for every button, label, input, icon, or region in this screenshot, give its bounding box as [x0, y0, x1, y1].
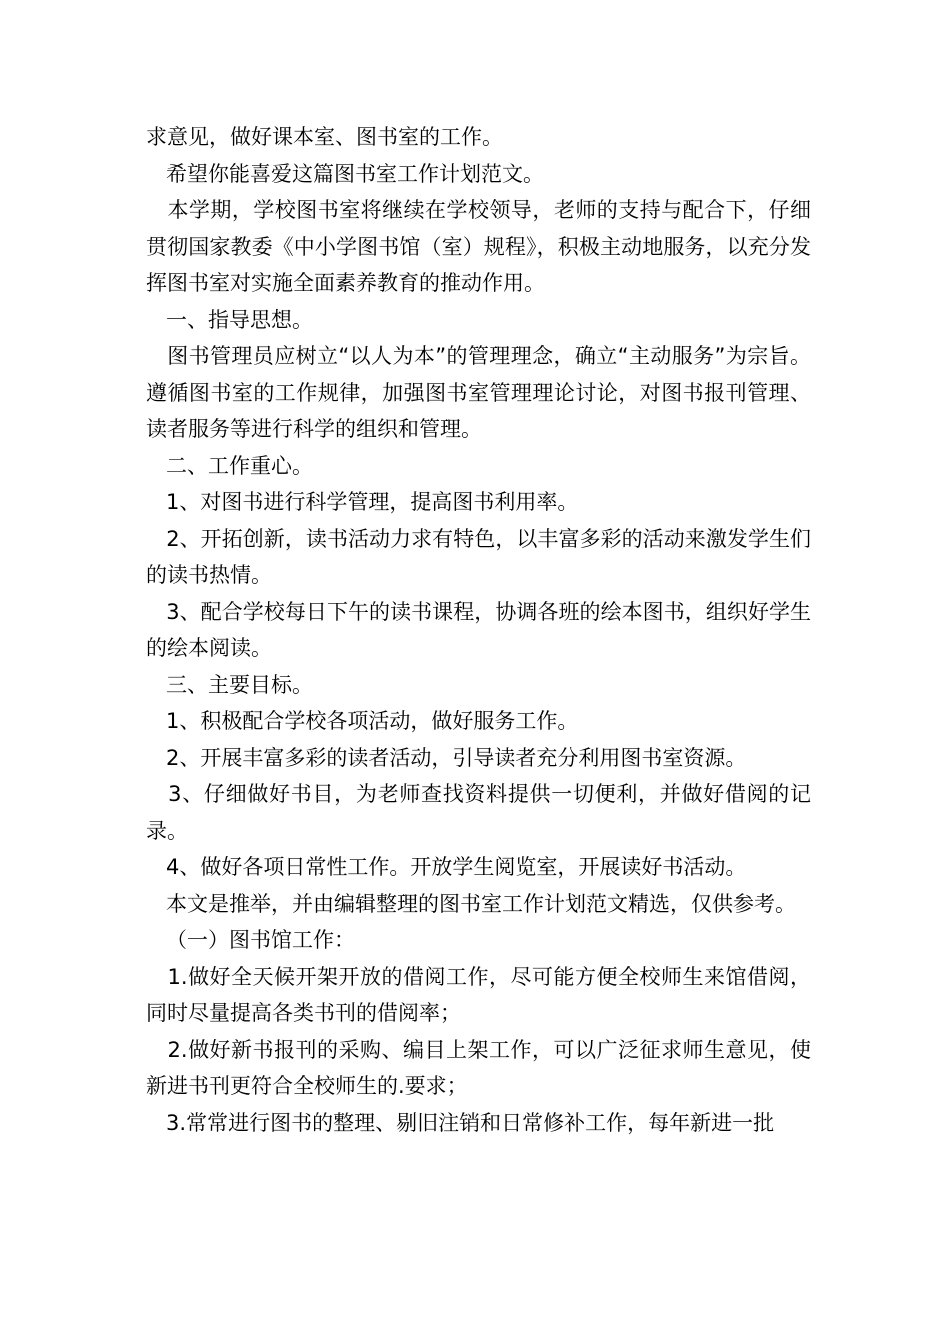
list-item: 1、积极配合学校各项活动，做好服务工作。	[146, 709, 579, 733]
list-item: 2、开展丰富多彩的读者活动，引导读者充分利用图书室资源。	[146, 745, 747, 770]
list-item: 4、做好各项日常性工作。开放学生阅览室，开展读好书活动。	[146, 855, 747, 879]
list-item: 2.做好新书报刊的采购、编目上架工作，可以广泛征求师生意见，使新进书刊更符合全校师生的.要求；	[146, 1037, 811, 1098]
list-item: 3、配合学校每日下午的读书课程，协调各班的绘本图书，组织好学生的绘本阅读。	[146, 599, 812, 660]
list-item: 2、开拓创新，读书活动力求有特色，以丰富多彩的活动来激发学生们的读书热情。	[146, 526, 812, 587]
document-body	[146, 119, 811, 1141]
list-item: 1、对图书进行科学管理，提高图书利用率。	[146, 490, 579, 514]
section-heading: 一、指导思想。	[146, 307, 314, 332]
paragraph: 本学期，学校图书室将继续在学校领导，老师的支持与配合下，仔细贯彻国家教委《中小学图书馆（室）规程》，积极主动地服务，以充分发挥图书室对实施全面素养教育的推动作用。	[146, 198, 812, 295]
paragraph: 求意见，做好课本室、图书室的工作。	[146, 125, 503, 149]
paragraph: 希望你能喜爱这篇图书室工作计划范文。	[146, 161, 545, 186]
section-heading: 二、工作重心。	[146, 453, 314, 478]
list-item: 3.常常进行图书的整理、剔旧注销和日常修补工作，每年新进一批	[146, 1110, 775, 1135]
section-heading: （一）图书馆工作：	[146, 928, 356, 952]
section-heading: 三、主要目标。	[146, 672, 314, 697]
list-item: 3、仔细做好书目，为老师查找资料提供一切便利，并做好借阅的记录。	[146, 782, 812, 843]
paragraph: 图书管理员应树立“以人为本”的管理理念，确立“主动服务”为宗旨。遵循图书室的工作规律，加强图书室管理理论讨论，对图书报刊管理、读者服务等进行科学的组织和管理。	[146, 344, 811, 441]
list-item: 1.做好全天候开架开放的借阅工作，尽可能方便全校师生来馆借阅，同时尽量提高各类书刊的借阅率；	[146, 964, 811, 1025]
paragraph: 本文是推举，并由编辑整理的图书室工作计划范文精选，仅供参考。	[146, 891, 797, 916]
